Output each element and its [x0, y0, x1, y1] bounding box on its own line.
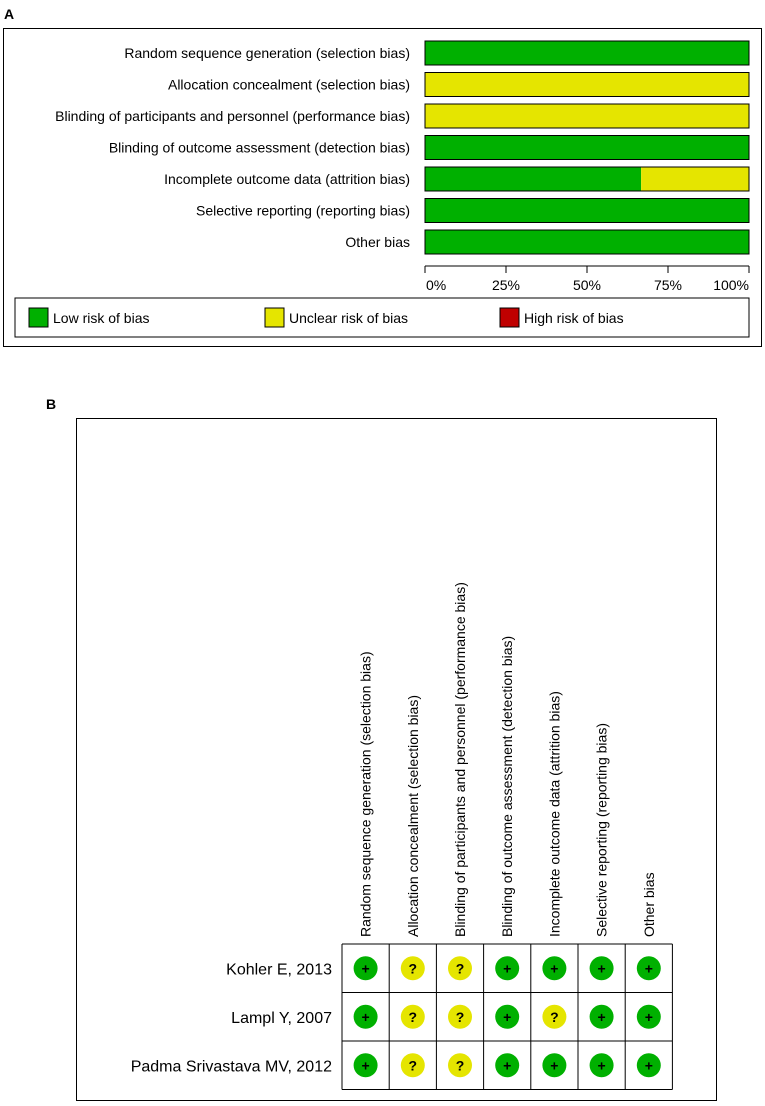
column-header-allocation-concealment-selection-bias: Allocation concealment (selection bias)	[404, 694, 421, 937]
judgement-symbol-r3-c3: ?	[455, 1057, 465, 1074]
judgement-symbol-r1-c2: ?	[408, 960, 418, 977]
column-header-random-sequence-generation-selection-bias: Random sequence generation (selection bias)	[357, 651, 374, 937]
judgement-symbol-r2-c5: ?	[550, 1008, 559, 1025]
legend-label-high-risk-of-bias: High risk of bias	[524, 310, 624, 326]
study-label-kohler-e-2013: Kohler E, 2013	[226, 961, 332, 979]
panel-a-label: A	[4, 6, 15, 22]
column-header-selective-reporting-reporting-bias: Selective reporting (reporting bias)	[593, 723, 610, 937]
judgement-symbol-r3-c4: +	[503, 1057, 512, 1074]
x-tick-label-1: 0%	[426, 277, 447, 293]
study-label-padma-srivastava-mv-2012: Padma Srivastava MV, 2012	[130, 1058, 332, 1076]
column-header-blinding-of-outcome-assessment-detection-bias: Blinding of outcome assessment (detection bias)	[499, 635, 516, 937]
x-tick-label-3: 50%	[572, 277, 602, 293]
column-header-incomplete-outcome-data-attrition-bias: Incomplete outcome data (attrition bias)	[546, 691, 563, 937]
x-tick-label-2: 25%	[491, 277, 521, 293]
judgement-symbol-r3-c1: +	[361, 1057, 370, 1074]
x-tick-label-4: 75%	[653, 277, 683, 293]
category-label-blinding-of-participants-and-personnel-performance-bias: Blinding of participants and personnel (performance bias)	[55, 108, 410, 124]
judgement-symbol-r2-c7: +	[644, 1008, 653, 1025]
judgement-symbol-r2-c1: +	[361, 1008, 370, 1025]
column-header-other-bias: Other bias	[640, 872, 657, 937]
legend-label-unclear-risk-of-bias: Unclear risk of bias	[289, 310, 409, 326]
judgement-symbol-r1-c6: +	[597, 960, 606, 977]
judgement-symbol-r2-c4: +	[503, 1008, 512, 1025]
category-label-selective-reporting-reporting-bias: Selective reporting (reporting bias)	[196, 202, 410, 219]
judgement-symbol-r1-c7: +	[644, 960, 653, 977]
judgement-symbol-r2-c3: ?	[455, 1008, 465, 1025]
study-label-lampl-y-2007: Lampl Y, 2007	[231, 1009, 332, 1027]
category-label-other-bias: Other bias	[345, 234, 410, 250]
category-label-incomplete-outcome-data-attrition-bias: Incomplete outcome data (attrition bias)	[164, 171, 410, 187]
category-label-random-sequence-generation-selection-bias: Random sequence generation (selection bias)	[124, 45, 410, 61]
category-label-blinding-of-outcome-assessment-detection-bias: Blinding of outcome assessment (detection bias)	[108, 139, 410, 156]
judgement-symbol-r2-c6: +	[597, 1008, 606, 1025]
legend-label-low-risk-of-bias: Low risk of bias	[53, 310, 150, 326]
judgement-symbol-r1-c4: +	[503, 960, 512, 977]
judgement-symbol-r1-c3: ?	[455, 960, 465, 977]
panel-b-label: B	[46, 396, 57, 412]
judgement-symbol-r3-c7: +	[644, 1057, 653, 1074]
x-tick-label-5: 100%	[713, 277, 749, 293]
judgement-symbol-r1-c1: +	[361, 960, 370, 977]
judgement-symbol-r3-c6: +	[597, 1057, 606, 1074]
column-header-blinding-of-participants-and-personnel-performance-bias: Blinding of participants and personnel (performance bias)	[452, 582, 468, 937]
judgement-symbol-r2-c2: ?	[408, 1008, 418, 1025]
judgement-symbol-r3-c2: ?	[408, 1057, 418, 1074]
judgement-symbol-r3-c5: +	[550, 1057, 559, 1074]
category-label-allocation-concealment-selection-bias: Allocation concealment (selection bias)	[167, 76, 410, 93]
judgement-symbol-r1-c5: +	[550, 960, 559, 977]
